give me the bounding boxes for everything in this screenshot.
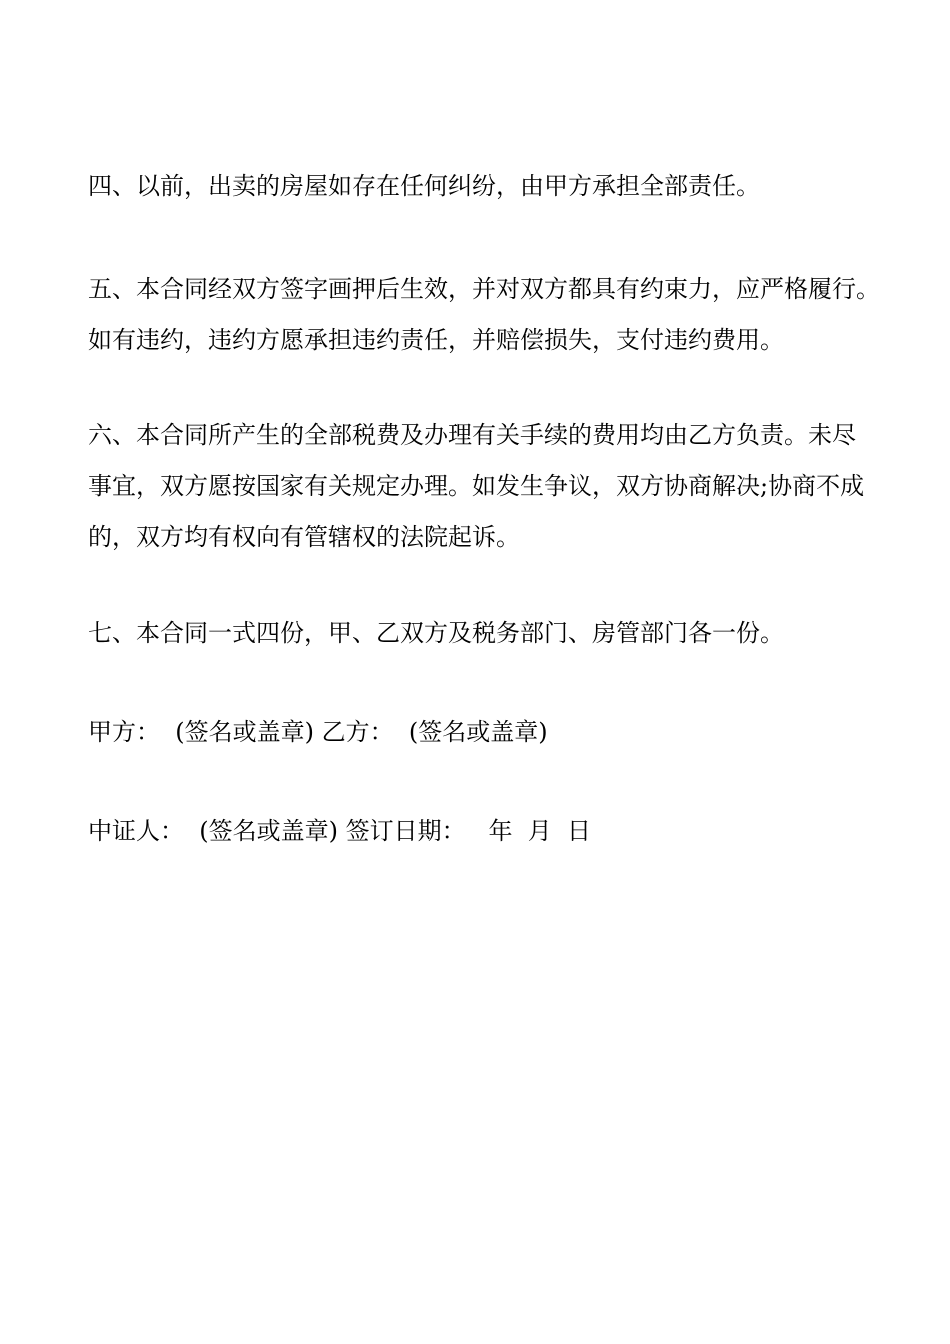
parties-signature-line xyxy=(88,707,878,758)
clause-5-line-2: 如有违约，违约方愿承担违约责任，并赔偿损失，支付违约费用。 xyxy=(88,326,784,354)
clause-4-line-1: 四、以前，出卖的房屋如存在任何纠纷，由甲方承担全部责任。 xyxy=(88,172,760,200)
clause-6-line-2: 事宜，双方愿按国家有关规定办理。如发生争议，双方协商解决;协商不成 xyxy=(88,472,865,500)
clause-6 xyxy=(88,410,878,563)
clause-5 xyxy=(88,264,878,366)
clause-7 xyxy=(88,608,878,659)
witness-signature-line xyxy=(88,806,878,857)
clause-5-line-1: 五、本合同经双方签字画押后生效，并对双方都具有约束力，应严格履行。 xyxy=(88,275,880,303)
witness-signature-text: 中证人： (签名或盖章) 签订日期： 年 月 日 xyxy=(88,817,592,845)
clause-6-line-3: 的，双方均有权向有管辖权的法院起诉。 xyxy=(88,523,520,551)
parties-signature-text: 甲方： (签名或盖章) 乙方： (签名或盖章) xyxy=(88,718,548,746)
clause-7-line-1: 七、本合同一式四份，甲、乙双方及税务部门、房管部门各一份。 xyxy=(88,619,784,647)
clause-6-line-1: 六、本合同所产生的全部税费及办理有关手续的费用均由乙方负责。未尽 xyxy=(88,421,856,449)
clause-4 xyxy=(88,161,878,212)
